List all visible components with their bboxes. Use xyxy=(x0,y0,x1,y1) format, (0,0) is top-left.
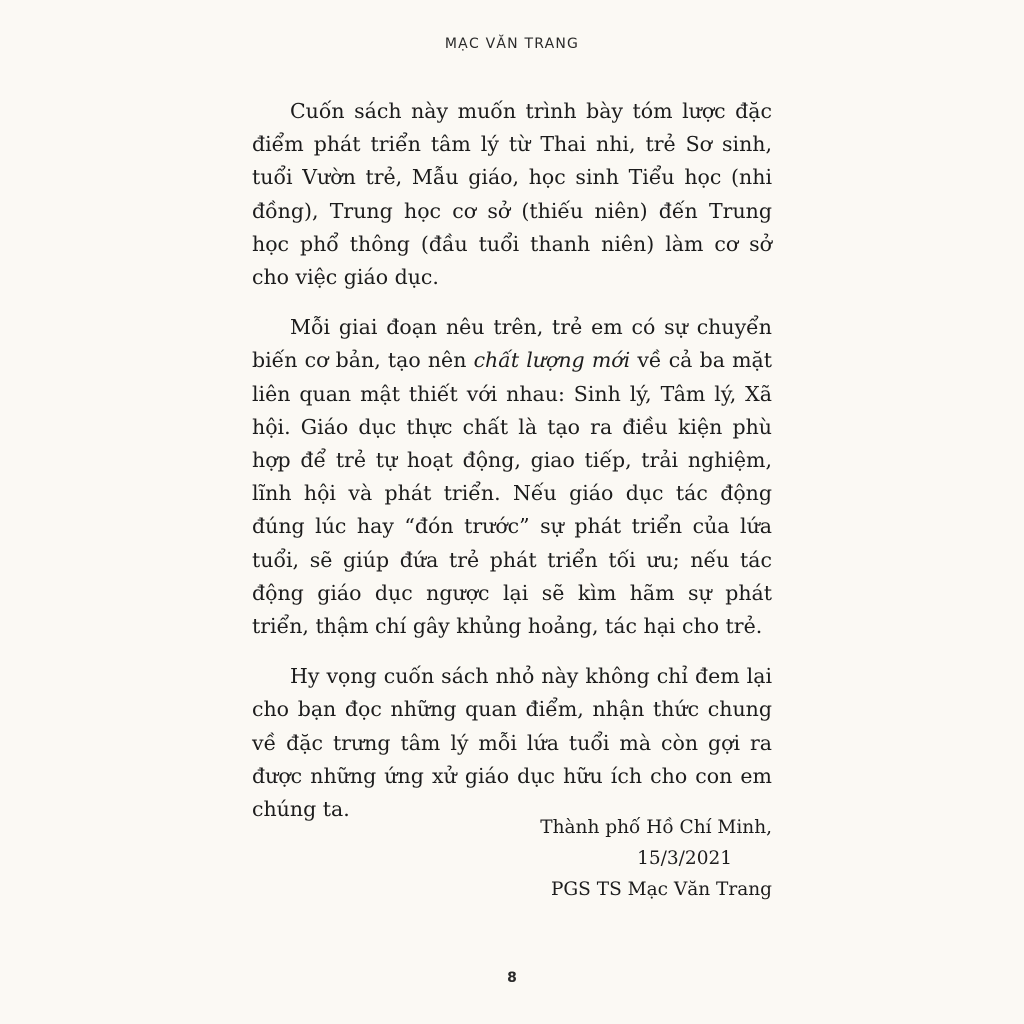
paragraph-2-after: về cả ba mặt liên quan mật thiết với nhau: Sinh lý, Tâm lý, Xã hội. Giáo dục thực chất là tạo ra điều kiện phù hợp để trẻ tự hoạt động, giao tiếp, trải nghiệm, lĩnh hội và phát triển. Nếu giáo dục tác động đúng lúc hay “đón trước” sự phát triển của lứa tuổi, sẽ giúp đứa trẻ phát triển tối ưu; nếu tác động giáo dục ngược lại sẽ kìm hãm sự phát triển, thậm chí gây khủng hoảng, tác hại cho trẻ. xyxy=(252,348,772,639)
signature-place: Thành phố Hồ Chí Minh, xyxy=(540,817,772,838)
signature-block xyxy=(540,812,772,905)
signature-author: PGS TS Mạc Văn Trang xyxy=(550,879,772,900)
paragraph-2-emphasis: chất lượng mới xyxy=(473,348,631,373)
paragraph-1: Cuốn sách này muốn trình bày tóm lược đặc điểm phát triển tâm lý từ Thai nhi, trẻ Sơ sinh, tuổi Vườn trẻ, Mẫu giáo, học sinh Tiểu học (nhi đồng), Trung học cơ sở (thiếu niên) đến Trung học phổ thông (đầu tuổi thanh niên) làm cơ sở cho việc giáo dục. xyxy=(252,99,772,290)
paragraph-3: Hy vọng cuốn sách nhỏ này không chỉ đem lại cho bạn đọc những quan điểm, nhận thức chung về đặc trưng tâm lý mỗi lứa tuổi mà còn gợi ra được những ứng xử giáo dục hữu ích cho con em chúng ta. xyxy=(252,664,772,822)
paragraph-2 xyxy=(252,311,772,643)
paragraph-2-before: Mỗi giai đoạn nêu trên, trẻ em có sự chuyển biến cơ bản, tạo nên xyxy=(252,315,772,373)
page-number: 8 xyxy=(507,970,517,986)
running-head: MẠC VĂN TRANG xyxy=(444,36,580,52)
signature-date: 15/3/2021 xyxy=(637,848,732,869)
body-text xyxy=(252,95,772,843)
